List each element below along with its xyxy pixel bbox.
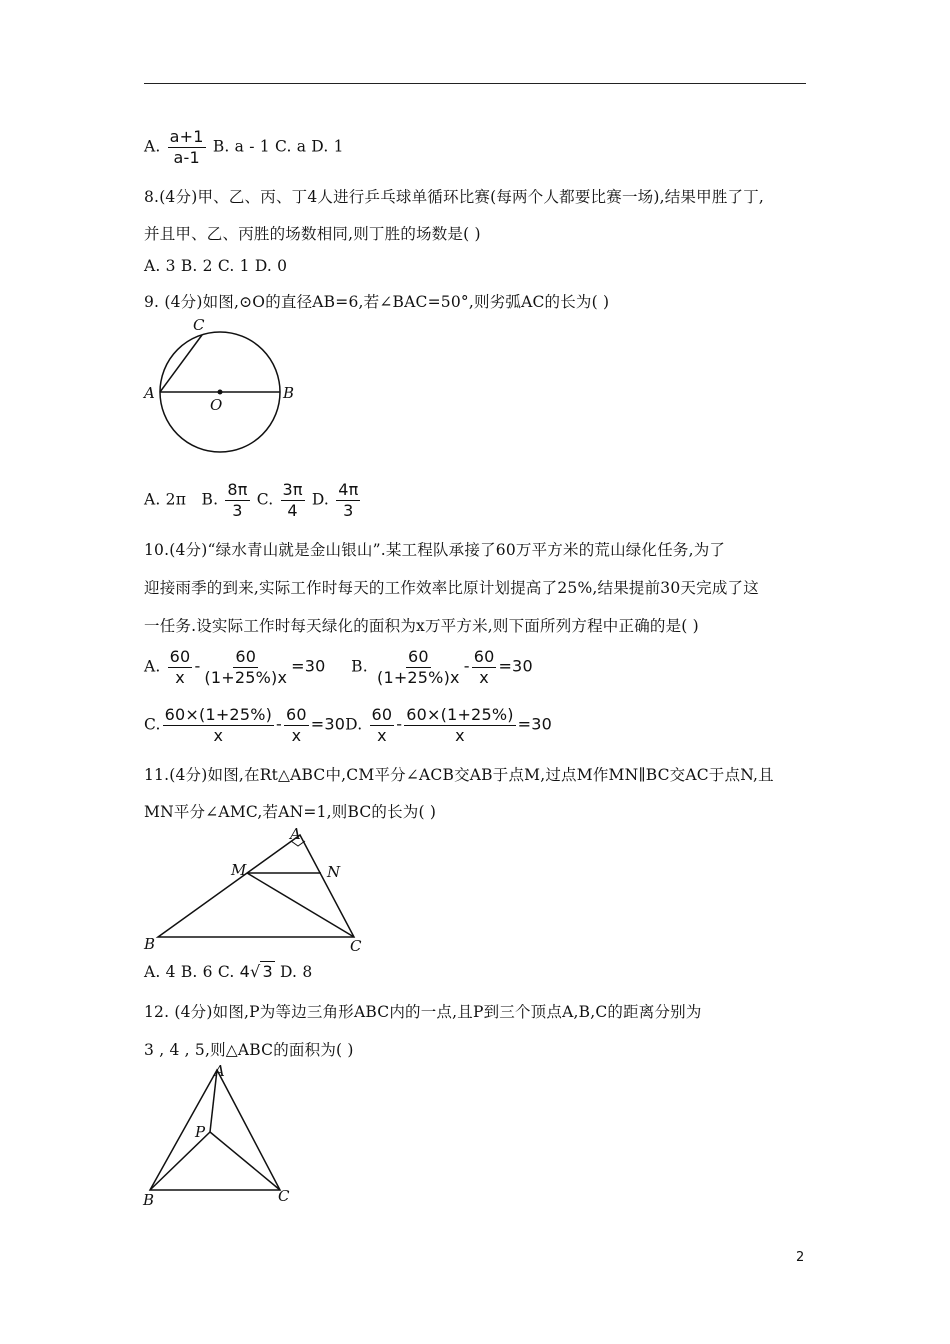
label-a: A: [144, 384, 155, 402]
q8-options: A. 3 B. 2 C. 1 D. 0: [144, 257, 288, 275]
label-c: C: [193, 316, 205, 334]
q8-stem-line2: 并且甲、乙、丙胜的场数相同,则丁胜的场数是( ): [144, 225, 481, 243]
label-p: P: [195, 1123, 206, 1141]
label-m: M: [231, 861, 247, 879]
label-b: B: [283, 384, 295, 402]
q9-circle-figure: [140, 312, 300, 477]
segment-cm: [247, 873, 354, 937]
triangle-abc: [158, 835, 354, 937]
q9-stem: 9. (4分)如图,⊙O的直径AB=6,若∠BAC=50°,则劣弧AC的长为( ): [144, 293, 610, 311]
label-o: O: [210, 396, 223, 414]
label-b: B: [144, 935, 156, 953]
q12-triangle-figure: [140, 1060, 300, 1210]
q12-stem-line1: 12. (4分)如图,P为等边三角形ABC内的一点,且P到三个顶点A,B,C的距离分别为: [144, 1003, 702, 1021]
q11-stem-line2: MN平分∠AMC,若AN=1,则BC的长为( ): [144, 803, 437, 821]
q8-stem-line1: 8.(4分)甲、乙、丙、丁4人进行乒乓球单循环比赛(每两个人都要比赛一场),结果甲胜了丁,: [144, 188, 765, 206]
q9-options: A. 2π B. $\frac{8\pi}{3}$ C. $\frac{3\pi}{4}$ D. $\frac{4\pi}{3}$: [144, 480, 359, 520]
chord-ac: [160, 335, 202, 392]
q7-options: A. $\frac{a+1}{a-1}$ B. a - 1 C. a D. 1: [144, 127, 344, 167]
q11-triangle-figure: [140, 825, 370, 955]
label-a: A: [290, 825, 301, 843]
q10-stem-line1: 10.(4分)“绿水青山就是金山银山”.某工程队承接了60万平方米的荒山绿化任务,为了: [144, 541, 726, 559]
page-number: 2: [796, 1250, 805, 1265]
q11-options: A. 4 B. 6 C. 4√ 3 D. 8: [144, 962, 313, 981]
segment-pc: [210, 1132, 280, 1190]
label-a: A: [214, 1062, 225, 1080]
q10-stem-line3: 一任务.设实际工作时每天绿化的面积为x万平方米,则下面所列方程中正确的是( ): [144, 617, 699, 635]
label-c: C: [278, 1187, 290, 1205]
label-b: B: [143, 1191, 155, 1209]
q10-stem-line2: 迎接雨季的到来,实际工作时每天的工作效率比原计划提高了25%,结果提前30天完成了这: [144, 579, 759, 597]
q11-stem-line1: 11.(4分)如图,在Rt△ABC中,CM平分∠ACB交AB于点M,过点M作MN∥BC交AC于点N,且: [144, 766, 774, 784]
label-n: N: [327, 863, 341, 881]
center-point: [218, 390, 223, 395]
header-rule: [144, 83, 806, 84]
q10-options-ab: A. $\frac{60}{x}$ - $\frac{60}{(1+25\%)x}$ =30 B. $\frac{60}{(1+25\%)x}$ - $\frac{60}{x}$ =30: [144, 647, 533, 687]
q7-option-a-fraction: $\frac{a+1}{a-1}$: [169, 127, 204, 167]
label-c: C: [350, 937, 362, 955]
q10-options-cd: C. $\frac{60\times(1+25\%)}{x}$ - $\frac{60}{x}$ =30D. $\frac{60}{x}$ - $\frac{60\times(1+25\%)}{x}$ =30: [144, 705, 553, 745]
q12-stem-line2: 3 , 4 , 5,则△ABC的面积为( ): [144, 1041, 354, 1059]
